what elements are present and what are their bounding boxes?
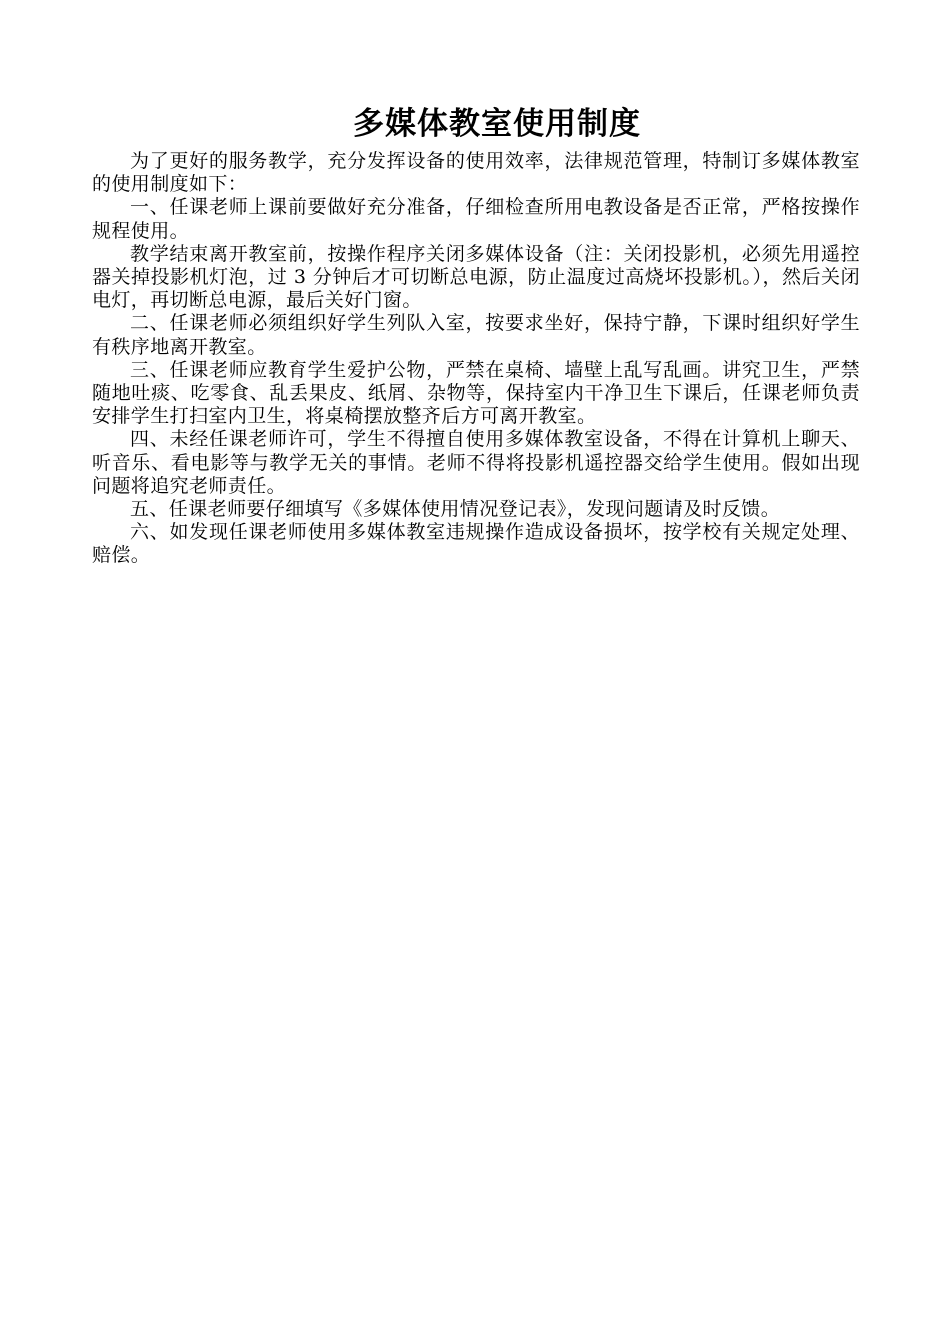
paragraph-rule-1: 一、任课老师上课前要做好充分准备，仔细检查所用电教设备是否正常，严格按操作规程使用。 (92, 196, 860, 242)
paragraph-rule-4: 四、未经任课老师许可，学生不得擅自使用多媒体教室设备，不得在计算机上聊天、听音乐、看电影等与教学无关的事情。老师不得将投影机遥控器交给学生使用。假如出现问题将追究老师责任。 (92, 428, 860, 497)
paragraph-intro: 为了更好的服务教学，充分发挥设备的使用效率，法律规范管理，特制订多媒体教室的使用制度如下： (92, 150, 860, 196)
paragraph-rule-1-shutdown: 教学结束离开教室前，按操作程序关闭多媒体设备（注：关闭投影机，必须先用遥控器关掉投影机灯泡，过 3 分钟后才可切断总电源，防止温度过高烧坏投影机。），然后关闭电灯，再切断总电源，最后关好门窗。 (92, 242, 860, 312)
paragraph-rule-3: 三、任课老师应教育学生爱护公物，严禁在桌椅、墙壁上乱写乱画。讲究卫生，严禁随地吐痰、吃零食、乱丢果皮、纸屑、杂物等，保持室内干净卫生下课后，任课老师负责安排学生打扫室内卫生，将桌椅摆放整齐后方可离开教室。 (92, 358, 860, 428)
paragraph-rule-2: 二、任课老师必须组织好学生列队入室，按要求坐好，保持宁静，下课时组织好学生有秩序地离开教室。 (92, 312, 860, 358)
paragraph-rule-5: 五、任课老师要仔细填写《多媒体使用情况登记表》，发现问题请及时反馈。 (130, 498, 781, 521)
document-title: 多媒体教室使用制度 (353, 106, 641, 142)
document-body (92, 150, 860, 568)
paragraph-rule-6: 六、如发现任课老师使用多媒体教室违规操作造成设备损坏，按学校有关规定处理、赔偿。 (92, 521, 860, 567)
